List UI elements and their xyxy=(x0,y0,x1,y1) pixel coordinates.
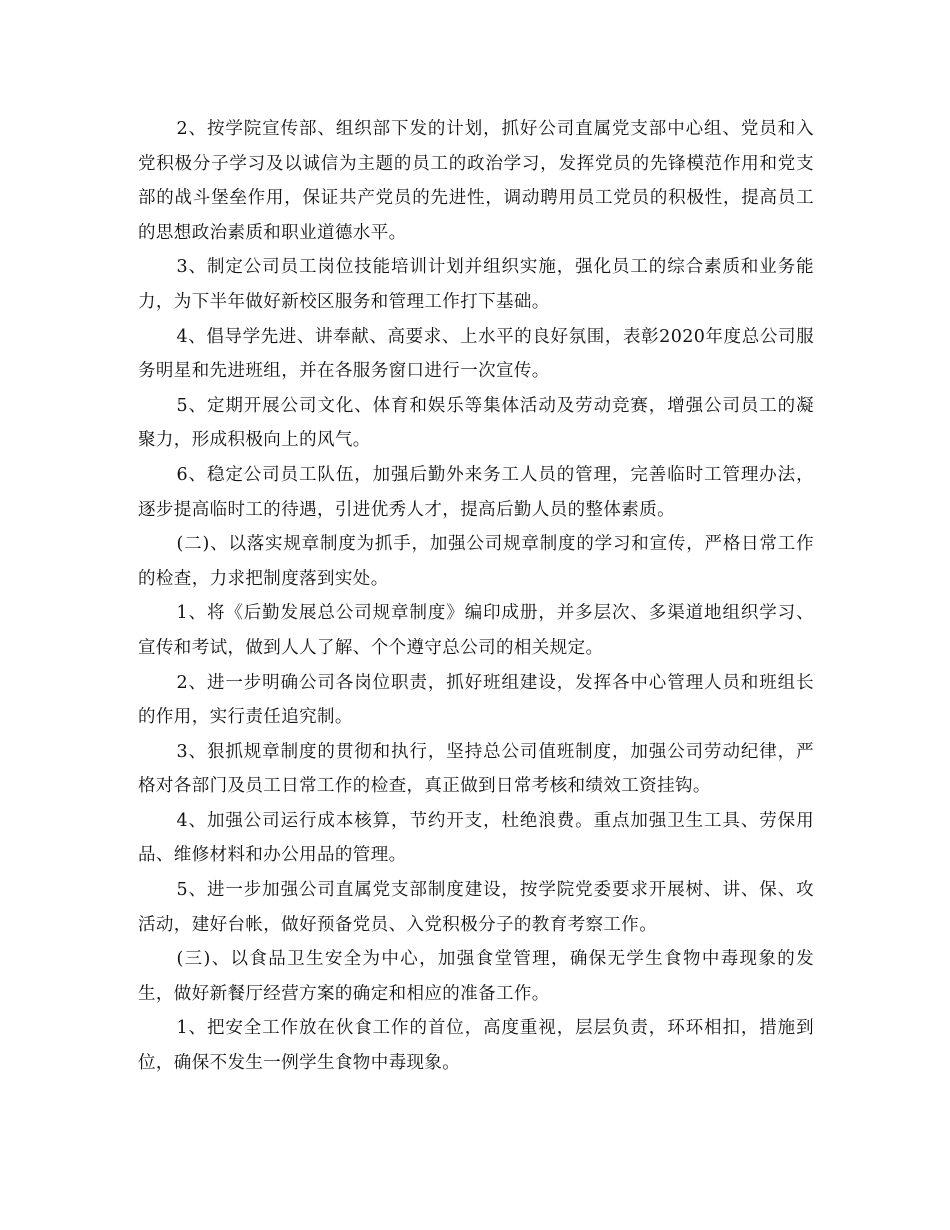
paragraph-advanced-commendation: 4、倡导学先进、讲奉献、高要求、上水平的良好氛围，表彰2020年度总公司服务明星和先进班组，并在各服务窗口进行一次宣传。 xyxy=(138,326,814,382)
paragraph-regulation-handbook: 1、将《后勤发展总公司规章制度》编印成册，并多层次、多渠道地组织学习、宣传和考试，做到人人了解、个个遵守总公司的相关规定。 xyxy=(138,603,814,658)
paragraph-staff-stability: 6、稳定公司员工队伍，加强后勤外来务工人员的管理，完善临时工管理办法，逐步提高临时工的待遇，引进优秀人才，提高后勤人员的整体素质。 xyxy=(138,464,814,520)
paragraph-skill-training: 3、制定公司员工岗位技能培训计划并组织实施，强化员工的综合素质和业务能力，为下半年做好新校区服务和管理工作打下基础。 xyxy=(138,257,814,312)
paragraph-party-study: 2、按学院宣传部、组织部下发的计划，抓好公司直属党支部中心组、党员和入党积极分子学习及以诚信为主题的员工的政治学习，发挥党员的先锋模范作用和党支部的战斗堡垒作用，保证共产党员的先进性，调动聘用员工党员的积极性，提高员工的思想政治素质和职业道德水平。 xyxy=(138,119,814,243)
paragraph-party-branch-building: 5、进一步加强公司直属党支部制度建设，按学院党委要求开展树、讲、保、攻活动，建好台帐，做好预备党员、入党积极分子的教育考察工作。 xyxy=(138,880,814,935)
paragraph-job-responsibilities: 2、进一步明确公司各岗位职责，抓好班组建设，发挥各中心管理人员和班组长的作用，实行责任追究制。 xyxy=(138,672,814,728)
document-body xyxy=(138,112,814,1081)
paragraph-safety-priority: 1、把安全工作放在伙食工作的首位，高度重视，层层负责，环环相扣，措施到位，确保不发生一例学生食物中毒现象。 xyxy=(138,1018,814,1074)
section-heading-food-safety: (三)、以食品卫生安全为中心，加强食堂管理，确保无学生食物中毒现象的发生，做好新餐厅经营方案的确定和相应的准备工作。 xyxy=(138,949,814,1004)
section-heading-regulations: (二)、以落实规章制度为抓手，加强公司规章制度的学习和宣传，严格日常工作的检查，力求把制度落到实处。 xyxy=(138,534,814,589)
paragraph-cost-accounting: 4、加强公司运行成本核算，节约开支，杜绝浪费。重点加强卫生工具、劳保用品、维修材料和办公用品的管理。 xyxy=(138,810,814,866)
paragraph-duty-system: 3、狠抓规章制度的贯彻和执行，坚持总公司值班制度，加强公司劳动纪律，严格对各部门及员工日常工作的检查，真正做到日常考核和绩效工资挂钩。 xyxy=(138,741,814,797)
paragraph-culture-activities: 5、定期开展公司文化、体育和娱乐等集体活动及劳动竞赛，增强公司员工的凝聚力，形成积极向上的风气。 xyxy=(138,395,814,451)
